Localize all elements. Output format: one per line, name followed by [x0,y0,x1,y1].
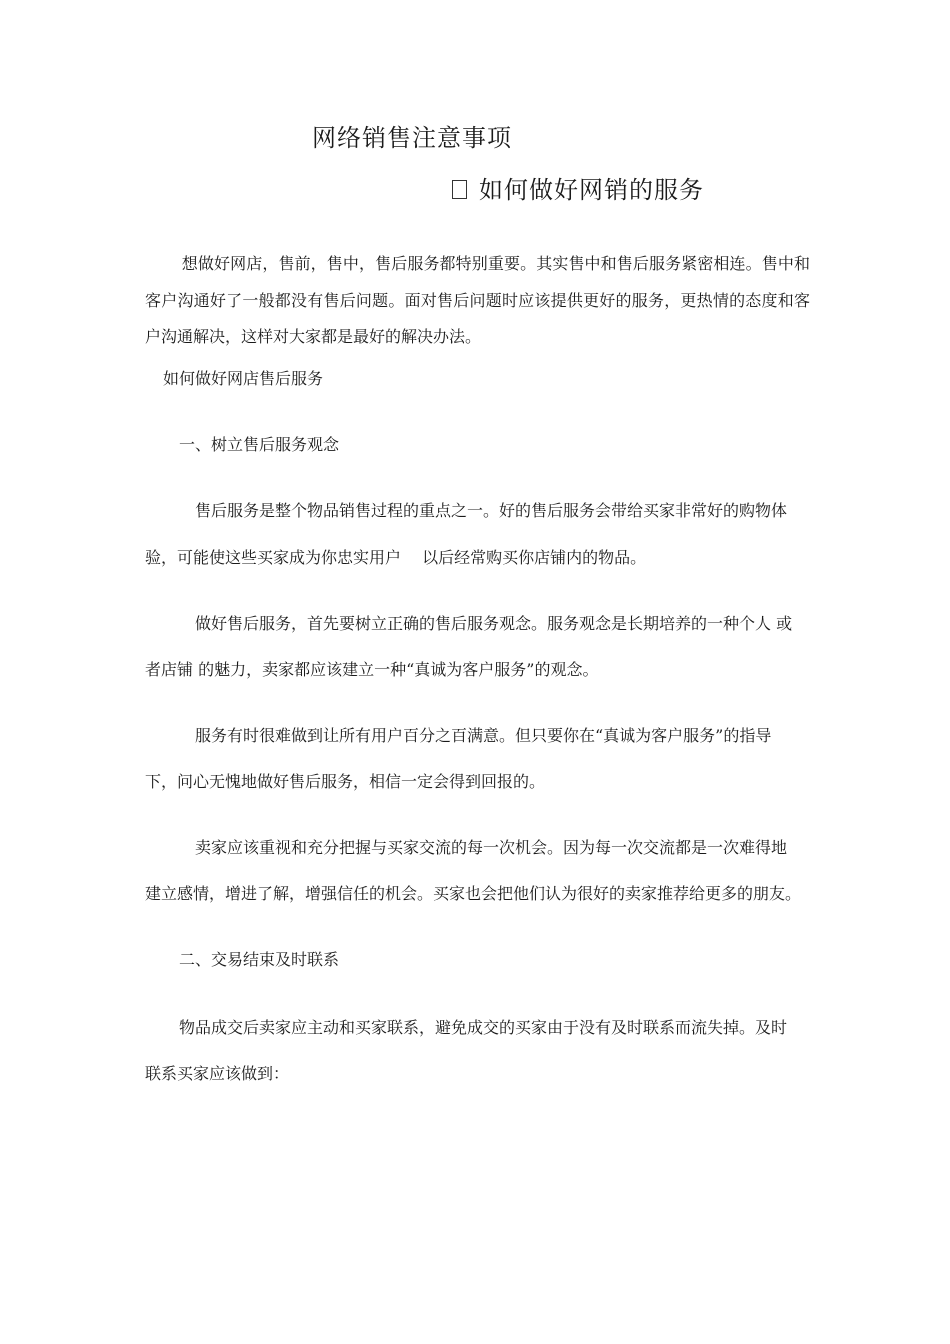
para-3-line-2: 下，问心无愧地做好售后服务，相信一定会得到回报的。 [145,772,546,791]
para-1-line-2: 验，可能使这些买家成为你忠实用户 以后经常购买你店铺内的物品。 [145,548,647,567]
para-5-line-2: 联系买家应该做到： [145,1064,290,1083]
para-3-line-1: 服务有时很难做到让所有用户百分之百满意。但只要你在“真诚为客户服务”的指导 [195,726,772,745]
para-2-line-1: 做好售后服务，首先要树立正确的售后服务观念。服务观念是长期培养的一种个人 或 [195,614,793,633]
para-4-line-2: 建立感情，增进了解，增强信任的机会。买家也会把他们认为很好的卖家推荐给更多的朋友。 [145,884,802,903]
heading-2: 二、交易结束及时联系 [179,950,340,969]
subtitle-text: 如何做好网销的服务 [479,176,704,204]
document-subtitle [452,170,704,205]
section-heading: 如何做好网店售后服务 [163,369,324,388]
para-1-line-1: 售后服务是整个物品销售过程的重点之一。好的售后服务会带给买家非常好的购物体 [195,501,788,520]
intro-paragraph: 想做好网店，售前，售中，售后服务都特别重要。其实售中和售后服务紧密相连。售中和客户沟通好了一般都没有售后问题。面对售后问题时应该提供更好的服务，更热情的态度和客户沟通解决，这样对大家都是最好的解决办法。 [145,254,810,347]
heading-1: 一、树立售后服务观念 [179,435,340,454]
para-2-line-2: 者店铺 的魅力，卖家都应该建立一种“真诚为客户服务”的观念。 [145,660,599,679]
bullet-box-icon [452,180,467,199]
para-5-line-1: 物品成交后卖家应主动和买家联系，避免成交的买家由于没有及时联系而流失掉。及时 [179,1018,788,1037]
document-title: 网络销售注意事项 [312,124,512,152]
para-4-line-1: 卖家应该重视和充分把握与买家交流的每一次机会。因为每一次交流都是一次难得地 [195,838,788,857]
